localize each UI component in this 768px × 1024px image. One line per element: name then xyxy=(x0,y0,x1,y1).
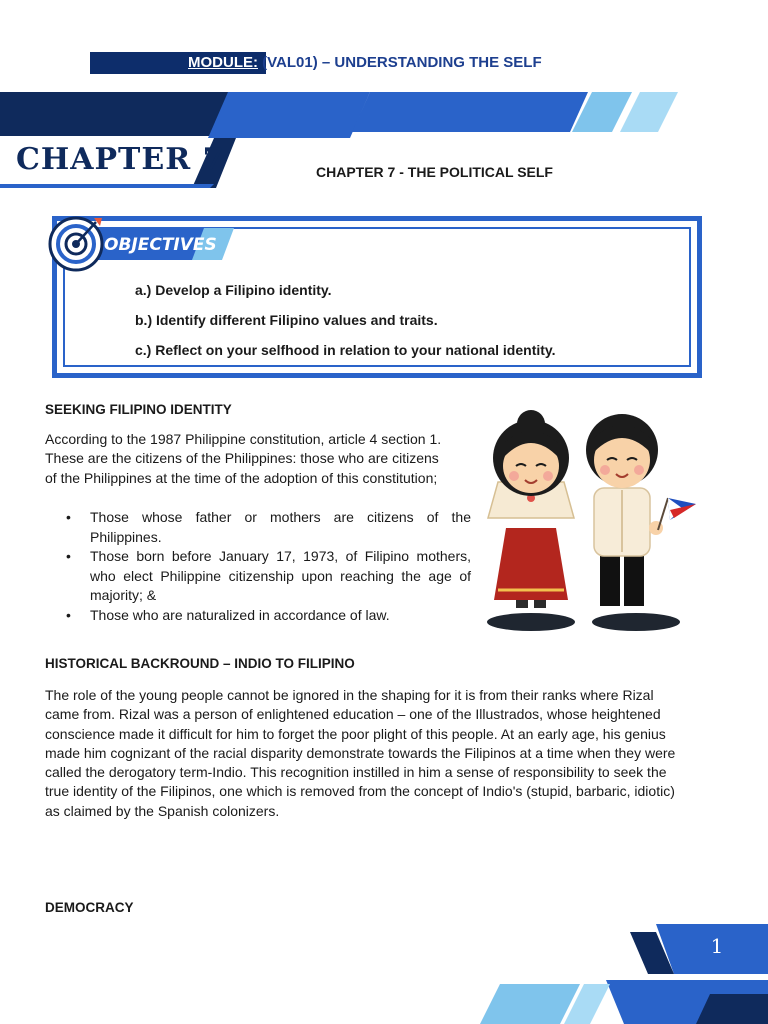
history-line: true identity of the Filipinos, one which is removed from the concept of Indio's (stupid, barbaric, idiotic) xyxy=(45,783,675,800)
history-paragraph xyxy=(45,686,725,821)
objectives-list xyxy=(135,282,556,372)
seeking-heading: SEEKING FILIPINO IDENTITY xyxy=(45,402,232,417)
chapter-heading: CHAPTER 7 xyxy=(16,142,225,177)
target-icon xyxy=(50,218,102,270)
filipino-children-illustration xyxy=(476,400,706,636)
history-heading: HISTORICAL BACKROUND – INDIO TO FILIPINO xyxy=(45,656,355,671)
seeking-intro-line: According to the 1987 Philippine constitution, article 4 section 1. xyxy=(45,431,442,447)
history-line: conscience made it difficult for him to forget the poor plight of this people. At an early age, his genius xyxy=(45,725,666,742)
objectives-badge xyxy=(44,214,234,274)
objective-item: c.) Reflect on your selfhood in relation to your national identity. xyxy=(135,342,556,358)
chapter-subtitle: CHAPTER 7 - THE POLITICAL SELF xyxy=(316,164,553,180)
page-number: 1 xyxy=(710,934,724,958)
bullet-text: Those born before January 17, 1973, of Filipino mothers, who elect Philippine citizenship upon reaching the age of majority; & xyxy=(90,548,471,603)
objectives-badge-label: OBJECTIVES xyxy=(104,235,217,255)
bullet-dot: • xyxy=(66,548,71,564)
seeking-intro xyxy=(45,430,475,488)
objective-item: b.) Identify different Filipino values and traits. xyxy=(135,312,438,328)
history-line: came from. Rizal was a person of enlightened education – one of the Illustrados, whose heightened xyxy=(45,706,661,723)
module-title xyxy=(188,52,542,74)
module-label: MODULE: xyxy=(188,54,258,71)
bullet-item xyxy=(66,547,471,606)
bullet-item xyxy=(66,606,471,626)
bullet-text: Those who are naturalized in accordance of law. xyxy=(90,606,390,623)
seeking-intro-line: These are the citizens of the Philippines: those who are citizens xyxy=(45,450,439,467)
bullet-item xyxy=(66,508,471,547)
bullet-text: Those whose father or mothers are citizens of the Philippines. xyxy=(90,509,471,545)
history-line: made him cognizant of the racial disparity demonstrate towards the Filipinos at a time when they were xyxy=(45,744,676,761)
bullet-dot: • xyxy=(66,606,71,623)
history-line: called the derogatory term-Indio. This recognition instilled in him a sense of responsibility to seek the xyxy=(45,764,667,781)
seeking-intro-line: of the Philippines at the time of the adoption of this constitution; xyxy=(45,469,438,486)
module-banner xyxy=(90,52,682,74)
footer-decoration xyxy=(460,910,768,1024)
module-name: (VAL01) – UNDERSTANDING THE SELF xyxy=(258,54,542,71)
objective-item: a.) Develop a Filipino identity. xyxy=(135,282,332,298)
history-line: The role of the young people cannot be ignored in the shaping for it is from their ranks where Rizal xyxy=(45,687,654,703)
history-line: as claimed by the Spanish colonizers. xyxy=(45,802,280,819)
democracy-heading: DEMOCRACY xyxy=(45,900,134,915)
bullet-dot: • xyxy=(66,509,71,525)
citizen-bullet-list xyxy=(66,508,471,625)
